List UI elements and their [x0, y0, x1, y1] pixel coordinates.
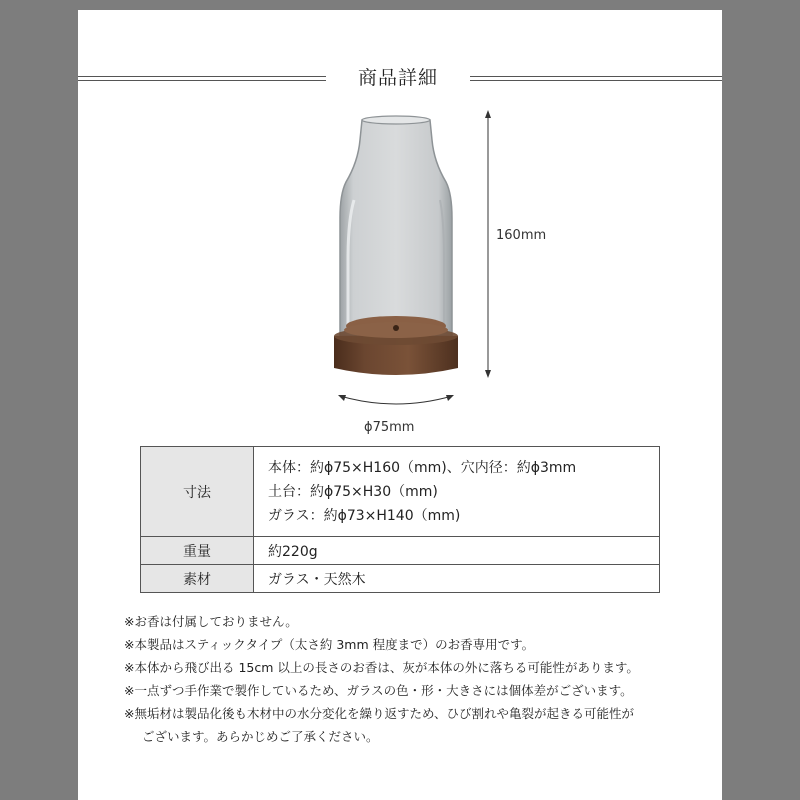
note-item-continued: ございます。あらかじめご了承ください。 — [142, 729, 379, 744]
wooden-base — [334, 316, 458, 375]
spec-label-size: 寸法 — [141, 447, 254, 537]
spec-size-line: 土台：約ϕ75×H30（mm) — [268, 483, 438, 500]
page-title: 商品詳細 — [357, 67, 438, 89]
title-rule-left — [78, 76, 326, 81]
spec-value-weight: 約220g — [254, 537, 660, 565]
spec-table — [140, 446, 660, 593]
notes-list — [124, 610, 704, 748]
table-row — [141, 565, 660, 593]
title-rule-right — [470, 76, 722, 81]
note-item: ※本製品はスティックタイプ（太さ約 3mm 程度まで）のお香専用です。 — [124, 637, 535, 652]
table-row — [141, 537, 660, 565]
product-image — [78, 100, 722, 450]
dimension-arrow-curved — [338, 395, 454, 404]
height-dimension-label: 160mm — [496, 228, 547, 243]
note-item: ※本体から飛び出る 15cm 以上の長さのお香は、灰が本体の外に落ちる可能性があります。 — [124, 660, 639, 675]
spec-value-material: ガラス・天然木 — [254, 565, 660, 593]
spec-size-line: ガラス：約ϕ73×H140（mm) — [268, 507, 461, 524]
glass-bottle — [340, 116, 452, 336]
product-illustration-area — [78, 100, 722, 450]
detail-panel — [78, 10, 722, 800]
note-item: ※無垢材は製品化後も木材中の水分変化を繰り返すため、ひび割れや亀裂が起きる可能性が — [124, 706, 634, 721]
note-item: ※お香は付属しておりません。 — [124, 614, 298, 629]
note-item: ※一点ずつ手作業で製作しているため、ガラスの色・形・大きさには個体差がございます。 — [124, 683, 633, 698]
section-title — [78, 62, 722, 94]
spec-label-weight: 重量 — [141, 537, 254, 565]
diameter-dimension-label: ϕ75mm — [364, 420, 415, 435]
spec-size-line: 本体：約ϕ75×H160（mm)、穴内径：約ϕ3mm — [268, 459, 577, 476]
spec-value-size — [254, 447, 660, 537]
dimension-arrow-vertical — [485, 110, 491, 378]
table-row — [141, 447, 660, 537]
spec-label-material: 素材 — [141, 565, 254, 593]
